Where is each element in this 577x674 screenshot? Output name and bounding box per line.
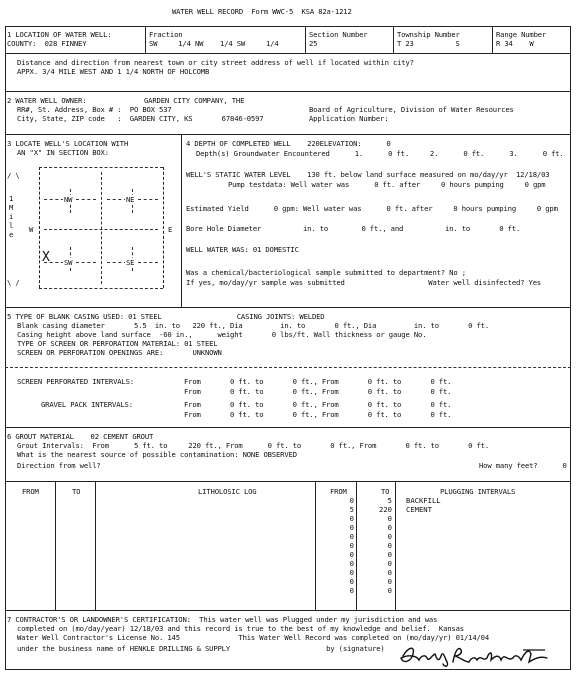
screen-openings: SCREEN OR PERFORATION OPENINGS ARE: UNKNOWN	[17, 348, 222, 357]
section-number-value: 25	[309, 39, 318, 48]
quadrant-nw: NW	[64, 195, 73, 204]
distance-question: Distance and direction from nearest town or city street address of well if located within city?	[17, 58, 414, 67]
county: COUNTY: 028 FINNEY	[7, 39, 87, 48]
log-header-from-2: FROM	[330, 487, 347, 496]
locate-label: 3 LOCATE WELL'S LOCATION WITH	[7, 139, 129, 148]
direction-from-well: Direction from well?	[17, 461, 101, 470]
range-value: R 34 W	[496, 39, 534, 48]
distance-answer: APPX. 3/4 MILE WEST AND 1 1/4 NORTH OF HOLCOMB	[17, 67, 210, 76]
interval-row: From 0 ft. to 0 ft., From 0 ft. to 0 ft.	[184, 387, 452, 396]
log-header-lithologic: LITHOLOSIC LOG	[198, 487, 257, 496]
certification: 7 CONTRACTOR'S OR LANDOWNER'S CERTIFICATION: This water well was Plugged under my jurisdiction and was	[7, 615, 438, 624]
log-header-plugging: PLUGGING INTERVALS	[440, 487, 516, 496]
how-many-feet: How many feet? 0	[479, 461, 567, 470]
frame-left	[5, 26, 6, 670]
chemical-sample-question: Was a chemical/bacteriological sample submitted to department? No ;	[186, 268, 466, 277]
plugging-material-column: BACKFILL CEMENT	[406, 496, 441, 514]
grout-material: 6 GROUT MATERIAL 02 CEMENT GROUT	[7, 432, 154, 441]
log-header-to: TO	[72, 487, 81, 496]
screen-perforated-label: SCREEN PERFORATED INTERVALS:	[17, 377, 134, 386]
quadrant-ne: NE	[126, 195, 135, 204]
blank-casing-diameter: Blank casing diameter 5.5 in. to 220 ft., Dia in. to 0 ft., Dia in. to 0 ft.	[17, 321, 490, 330]
interval-row: From 0 ft. to 0 ft., From 0 ft. to 0 ft.	[184, 400, 452, 409]
frame-right	[570, 26, 571, 670]
business-name: under the business name of HENKLE DRILLING & SUPPLY by (signature)	[17, 644, 385, 653]
locate-label-2: AN "X" IN SECTION BOX:	[17, 148, 109, 157]
township-label: Township Number	[397, 30, 460, 39]
gravel-pack-label: GRAVEL PACK INTERVALS:	[41, 400, 133, 409]
mile-label: 1 M i l e	[9, 194, 14, 239]
blank-casing-type: 5 TYPE OF BLANK CASING USED: 01 STEEL CASING JOINTS: WELDED	[7, 312, 325, 321]
completion-date: completed on (mo/day/year) 12/18/03 and this record is true to the best of my knowledge and belief. Kansas	[17, 624, 464, 633]
owner-name: GARDEN CITY COMPANY, THE	[144, 96, 245, 105]
interval-row: From 0 ft. to 0 ft., From 0 ft. to 0 ft.	[184, 377, 452, 386]
quadrant-sw: SW	[64, 258, 73, 267]
application-number: Application Number:	[309, 114, 389, 123]
township-value: T 23 S	[397, 39, 460, 48]
owner-address: RR#, St. Address, Box # : PO BOX 537	[17, 105, 172, 114]
fraction-label: Fraction	[149, 30, 183, 39]
slash-top-left: / \	[7, 171, 20, 180]
section-number-label: Section Number	[309, 30, 368, 39]
plug-to-column: 5 220 0 0 0 0 0 0 0 0 0	[379, 496, 392, 595]
depth-completed: 4 DEPTH OF COMPLETED WELL 220ELEVATION: 0	[186, 139, 391, 148]
slash-bottom-left: \ /	[7, 278, 20, 287]
casing-height: Casing height above land surface -60 in., weight 0 lbs/ft. Wall thickness or gauge No.	[17, 330, 427, 339]
east-label: E	[168, 225, 173, 234]
pump-test-data: Pump testdata: Well water was 0 ft. after 0 hours pumping 0 gpm	[228, 180, 546, 189]
well-water-use: WELL WATER WAS: 01 DOMESTIC	[186, 245, 299, 254]
groundwater-depths: Depth(s) Groundwater Encountered 1. 0 ft. 2. 0 ft. 3. 0 ft.	[196, 149, 564, 158]
plug-from-column: 0 5 0 0 0 0 0 0 0 0 0	[349, 496, 354, 595]
west-label: W	[29, 225, 34, 234]
log-header-to-2: TO	[381, 487, 390, 496]
fraction-value: SW 1/4 NW 1/4 SW 1/4	[149, 39, 279, 48]
grout-intervals: Grout Intervals: From 5 ft. to 220 ft., From 0 ft. to 0 ft., From 0 ft. to 0 ft.	[17, 441, 490, 450]
static-water-level: WELL'S STATIC WATER LEVEL 130 ft. below land surface measured on mo/day/yr 12/18/03	[186, 170, 550, 179]
estimated-yield: Estimated Yield 0 gpm: Well water was 0 ft. after 0 hours pumping 0 gpm	[186, 204, 558, 213]
owner-label: 2 WATER WELL OWNER:	[7, 96, 87, 105]
well-location-x-mark: X	[42, 250, 50, 265]
bore-hole-diameter: Bore Hole Diameter in. to 0 ft., and in. to 0 ft.	[186, 224, 521, 233]
location-label: 1 LOCATION OF WATER WELL:	[7, 30, 112, 39]
form-title: WATER WELL RECORD Form WWC-5 KSA 82a-1212	[172, 7, 352, 16]
frame-top	[5, 26, 571, 27]
interval-row: From 0 ft. to 0 ft., From 0 ft. to 0 ft.	[184, 410, 452, 419]
contamination-source: What is the nearest source of possible contamination: NONE OBSERVED	[17, 450, 297, 459]
quadrant-se: SE	[126, 258, 135, 267]
sample-submitted-date: If yes, mo/day/yr sample was submitted Water well disinfected? Yes	[186, 278, 542, 287]
screen-material: TYPE OF SCREEN OR PERFORATION MATERIAL: 01 STEEL	[17, 339, 218, 348]
handwritten-signature	[395, 642, 565, 668]
board-label: Board of Agriculture, Division of Water Resources	[309, 105, 514, 114]
range-label: Range Number	[496, 30, 547, 39]
owner-city: City, State, ZIP code : GARDEN CITY, KS 67846-0597	[17, 114, 264, 123]
contractor-license: Water Well Contractor's License No. 145 This Water Well Record was completed on (mo/day/yr) 01/14/04	[17, 633, 490, 642]
log-header-from: FROM	[22, 487, 39, 496]
